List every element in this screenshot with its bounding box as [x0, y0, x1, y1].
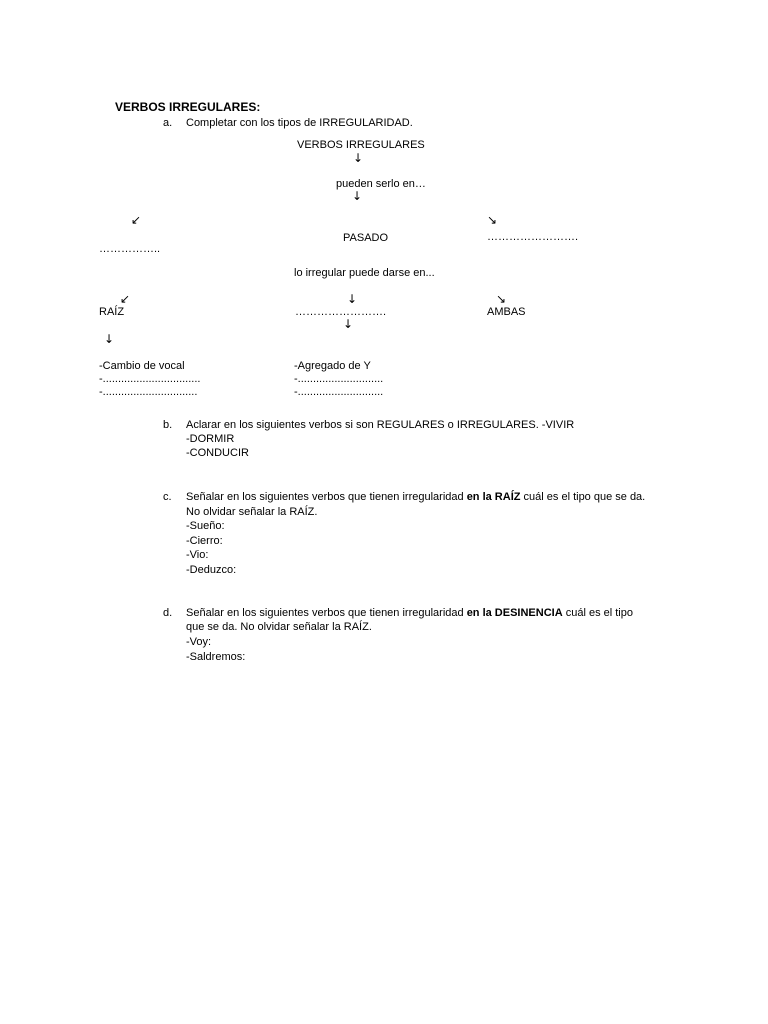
diagram-middle-blank: …………………….: [295, 306, 387, 318]
section-c-item: -Deduzco:: [186, 564, 237, 576]
page-title: VERBOS IRREGULARES:: [115, 100, 261, 114]
section-b-item: -DORMIR: [186, 433, 235, 445]
down-right-arrow-icon: ↘: [496, 292, 507, 306]
section-c-text: Señalar en los siguientes verbos que tienen irregularidad: [186, 491, 467, 503]
down-arrow-icon: ↓: [104, 332, 115, 346]
diagram-left-blank: ……………..: [99, 243, 161, 255]
section-d-item: -Saldremos:: [186, 651, 246, 663]
col1-item: -...............................: [99, 386, 198, 398]
diagram-where-label: lo irregular puede darse en...: [294, 267, 435, 279]
section-c-text: cuál es el tipo que se da.: [520, 491, 646, 503]
section-b-letter: b.: [163, 419, 173, 431]
section-c-instruction-2: No olvidar señalar la RAÍZ.: [186, 506, 318, 518]
down-right-arrow-icon: ↘: [487, 213, 498, 227]
down-left-arrow-icon: ↙: [131, 213, 142, 227]
section-d-letter: d.: [163, 607, 173, 619]
section-d-item: -Voy:: [186, 636, 212, 648]
section-c-item: -Sueño:: [186, 520, 225, 532]
section-b-item: -CONDUCIR: [186, 447, 249, 459]
section-a-instruction: Completar con los tipos de IRREGULARIDAD.: [186, 117, 413, 129]
section-d-text: Señalar en los siguientes verbos que tienen irregularidad: [186, 607, 467, 619]
down-left-arrow-icon: ↙: [120, 292, 131, 306]
diagram-both-label: AMBAS: [487, 306, 526, 318]
section-d-instruction-2: que se da. No olvidar señalar la RAÍZ.: [186, 621, 372, 633]
col2-item: -............................: [294, 386, 384, 398]
down-arrow-icon: ↓: [343, 317, 354, 331]
section-a-letter: a.: [163, 117, 173, 129]
section-c-item: -Cierro:: [186, 535, 223, 547]
diagram-can-be-label: pueden serlo en…: [336, 178, 426, 190]
down-arrow-icon: ↓: [353, 151, 364, 165]
diagram-root-label: RAÍZ: [99, 306, 125, 318]
diagram-top-label: VERBOS IRREGULARES: [297, 139, 425, 151]
col2-item: -............................: [294, 373, 384, 385]
down-arrow-icon: ↓: [347, 292, 358, 306]
section-b-instruction: Aclarar en los siguientes verbos si son REGULARES o IRREGULARES. -VIVIR: [186, 419, 575, 431]
diagram-center-label: PASADO: [343, 232, 389, 244]
section-d-text: cuál es el tipo: [562, 607, 633, 619]
section-c-instruction: [186, 490, 645, 504]
section-c-item: -Vio:: [186, 549, 209, 561]
section-d-instruction: [186, 606, 633, 620]
section-d-emphasis: en la DESINENCIA: [466, 607, 563, 619]
down-arrow-icon: ↓: [352, 189, 363, 203]
section-c-emphasis: en la RAÍZ: [466, 491, 521, 503]
col1-item: -Cambio de vocal: [99, 360, 185, 372]
col1-item: -................................: [99, 373, 201, 385]
section-c-letter: c.: [163, 491, 172, 503]
diagram-right-blank: …………………….: [487, 231, 579, 243]
col2-item: -Agregado de Y: [294, 360, 371, 372]
